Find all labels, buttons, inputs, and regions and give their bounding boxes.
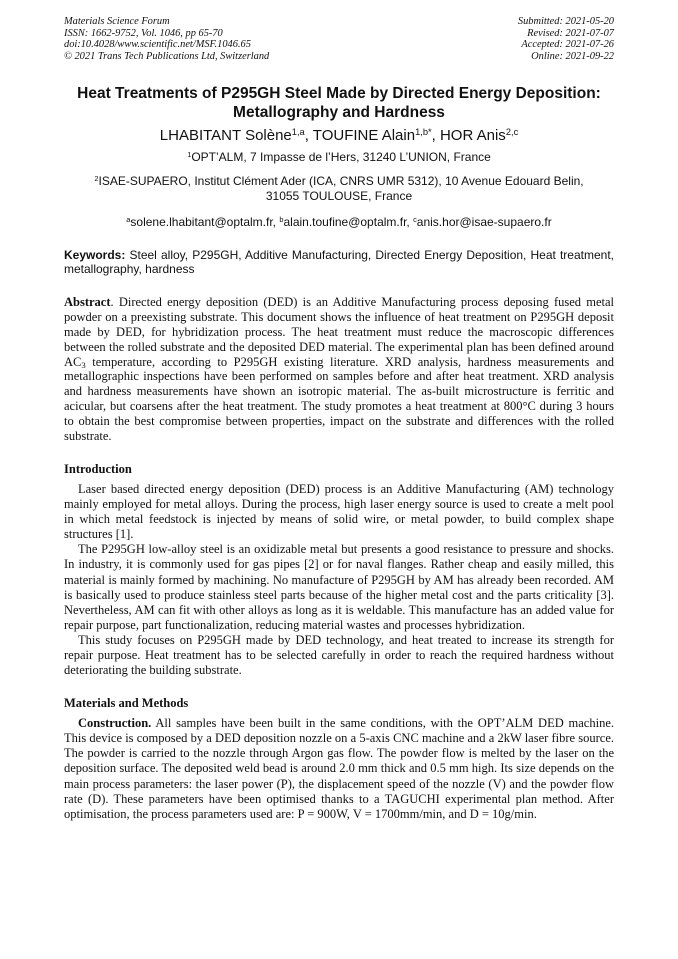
intro-paragraph: This study focuses on P295GH made by DED technology, and heat treated to increase its strength for repair purpose. Heat treatment has to be selected carefully in order to reach the required hardness without deteriorating the building substrate. [64,632,614,678]
keywords-text: Steel alloy, P295GH, Additive Manufacturing, Directed Energy Deposition, Heat treatment, metallography, hardness [64,247,615,277]
paper-title [64,84,614,122]
author-sup: 1,b* [415,127,432,138]
abstract [64,295,614,444]
paragraph-text: All samples have been built in the same conditions, with the OPT’ALM DED machine. This device is composed by a DED deposition nozzle on a 5-axis CNC machine and a 2kW laser fibre source. The powder is carried to the nozzle through Argon gas flow. The powder flow is melted by the laser on the deposition surface. The deposited weld bead is around 2.0 mm thick and 0.5 mm high. Its size depends on the main process parameters: the laser power (P), the displacement speed of the nozzle (V) and the powder flow rate (D). These parameters have been optimised thanks to a TAGUCHI experimental plan method. After optimisation, the process parameters used are: P = 900W, V = 1700mm/min, and D = 10g/min. [64,716,614,821]
date-submitted: Submitted: 2021-05-20 [517,16,614,27]
author-sup: 2,c [505,127,519,138]
date-revised: Revised: 2021-07-07 [527,27,614,39]
email-address: alain.toufine@optalm.fr [283,214,407,229]
journal-header [64,16,614,62]
author-name: HOR Anis [439,127,506,145]
keywords-label: Keywords: [64,247,126,262]
affiliation-sup: 2 [94,173,99,183]
section-heading-materials: Materials and Methods [64,696,189,711]
abstract-subscript: 3 [81,359,86,370]
journal-name: Materials Science Forum [64,16,170,27]
email-address: anis.hor@isae-supaero.fr [416,214,552,229]
affiliation-1 [64,150,614,166]
affiliation-text: 31055 TOULOUSE, France [265,189,413,204]
author-sup: 1,a [291,127,305,138]
email-sup: a [126,214,131,224]
title-line-2: Metallography and Hardness [233,104,445,122]
journal-info [64,16,269,62]
affiliation-2 [64,174,614,205]
affiliation-sup: 1 [187,150,192,160]
affiliation-text: ISAE-SUPAERO, Institut Clément Ader (ICA, CNRS UMR 5312), 10 Avenue Edouard Belin, [98,173,584,188]
author-name: TOUFINE Alain [312,127,416,145]
date-online: Online: 2021-09-22 [531,50,614,62]
materials-paragraph [64,716,614,822]
abstract-text: temperature, according to P295GH existing literature. XRD analysis, hardness measurements and metallographic inspections have been performed on samples before and after heat treatment. XRD analysis and hardness measurements have shown an isotropic material. The as-built microstructure is ferritic and acicular, but coarsens after the heat treatment. The study promotes a heat treatment at 800°C during 3 hours to obtain the best compromise between properties, impact on the substrate and differences with the rolled substrate. [64,354,614,444]
email-sup: c [413,214,417,224]
publication-dates [518,16,614,62]
journal-doi: doi:10.4028/www.scientific.net/MSF.1046.65 [64,39,251,51]
author-list: LHABITANT Solène$^{1,a}$, TOUFINE Alain$^{1,b*}$, HOR Anis$^{2,c}$ [159,127,519,145]
author-name: LHABITANT Solène [159,127,292,145]
abstract-label: Abstract [64,294,111,309]
section-heading-introduction: Introduction [64,461,132,476]
abstract-text: . Directed energy deposition (DED) is an Additive Manufacturing process deposing fused metal powder on a preexisting substrate. This document shows the influence of heat treatment on P295GH deposit made by DED, for hybridization process. The heat treatment must reduce the macroscopic differences between the rolled substrate and the deposited DED material. The experimental plan has been defined around AC [64,294,614,369]
intro-paragraph: Laser based directed energy deposition (DED) process is an Additive Manufacturing (AM) technology mainly employed for metal alloys. During the process, high laser energy source is used to create a melt pool in which metal feedstock is injected by means of solid wire, or metal powder, to build complex shape structures [1]. [64,481,614,542]
journal-issn: ISSN: 1662-9752, Vol. 1046, pp 65-70 [64,27,223,39]
email-sup: b [279,214,284,224]
paragraph-lead: Construction. [78,716,152,731]
author-emails: $^a$solene.lhabitant@optalm.fr, $^b$alain.toufine@optalm.fr, $^c$anis.hor@isae-supaero.fr [126,214,552,229]
intro-paragraph: The P295GH low-alloy steel is an oxidizable metal but presents a good resistance to pressure and shocks. In industry, it is commonly used for gas pipes [2] or for naval flanges. Rather cheap and easily milled, this material is mainly formed by machining. No manufacture of P295GH by AM has already been recorded. AM is basically used to produce stainless steel parts because of the higher metal cost and the parts criticality [3]. Nevertheless, AM can fit with other alloys as long as it is weldable. This manufacture has an added value for repair purpose, part functionalization, reducing material wastes and processes hybridization. [64,542,614,632]
journal-copyright: © 2021 Trans Tech Publications Ltd, Switzerland [64,50,270,62]
date-accepted: Accepted: 2021-07-26 [521,39,614,51]
email-address: solene.lhabitant@optalm.fr [130,214,273,229]
keywords [64,248,614,277]
title-line-1: Heat Treatments of P295GH Steel Made by Directed Energy Deposition: [77,85,601,103]
affiliation-text: OPT’ALM, 7 Impasse de l’Hers, 31240 L’UNION, France [191,150,491,165]
